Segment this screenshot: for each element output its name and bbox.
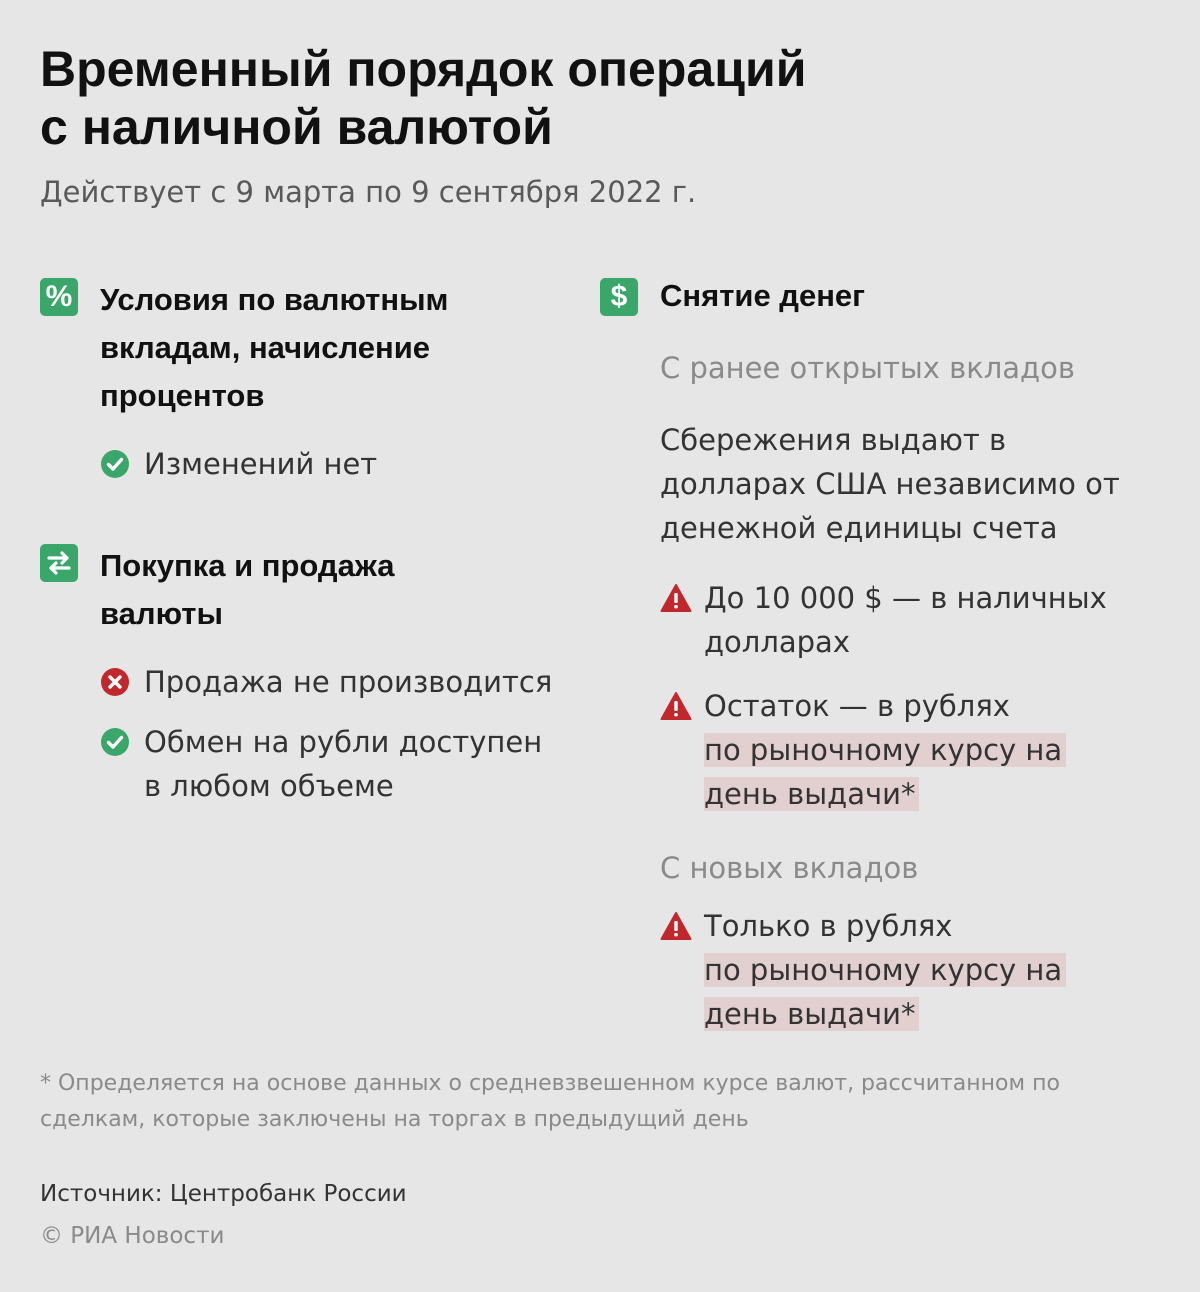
check-circle-icon — [100, 727, 130, 757]
exchange-title: Покупка и продажа валюты — [100, 548, 395, 631]
exchange-item-sale — [100, 660, 580, 704]
left-column — [40, 276, 580, 808]
warning-icon — [660, 583, 692, 613]
exchange-item-sale-text: Продажа не производится — [144, 665, 553, 699]
cross-circle-icon — [100, 667, 130, 697]
footnote: * Определяется на основе данных о средневзвешенном курсе валют, рассчитанном по сделкам, которые заключены на торгах в предыдущий день — [40, 1071, 1060, 1132]
check-circle-icon — [100, 449, 130, 479]
old-deposits-text: Сбережения выдают в долларах США независимо от денежной единицы счета — [660, 423, 1120, 545]
deposits-section — [40, 276, 580, 420]
deposits-title: Условия по валютным вкладам, начисление процентов — [100, 282, 449, 413]
old-deposits-item-rest — [660, 684, 1064, 816]
market-rate-highlight: по рыночному курсу на день выдачи* — [704, 733, 1066, 811]
copyright: © РИА Новости — [40, 1223, 225, 1249]
page-title — [40, 40, 1140, 156]
deposits-item-no-changes — [100, 442, 580, 486]
warning-icon — [660, 691, 692, 721]
dollar-icon: $ — [600, 278, 638, 316]
subtitle: Действует с 9 марта по 9 сентября 2022 г. — [40, 175, 697, 209]
right-column — [600, 276, 1160, 1036]
market-rate-highlight: по рыночному курсу на день выдачи* — [704, 953, 1066, 1031]
exchange-item-rub-text: Обмен на рубли доступен в любом объеме — [144, 725, 543, 803]
source: Источник: Центробанк России — [40, 1181, 407, 1207]
old-deposits-item-cash — [660, 576, 1144, 664]
swap-arrows-icon — [40, 544, 78, 582]
withdrawal-section — [600, 276, 1160, 316]
percent-icon: % — [40, 278, 78, 316]
new-deposits-heading: С новых вкладов — [660, 851, 919, 885]
title-line-1: Временный порядок операций — [40, 41, 807, 97]
exchange-section — [40, 542, 580, 638]
deposits-item-text: Изменений нет — [144, 447, 378, 481]
new-deposits-item-prefix: Только в рублях — [704, 909, 953, 943]
new-deposits-item — [660, 904, 1064, 1036]
warning-icon — [660, 911, 692, 941]
old-deposits-heading: С ранее открытых вкладов — [660, 351, 1075, 385]
old-deposits-item-rest-prefix: Остаток — в рублях — [704, 689, 1010, 723]
old-deposits-item-cash-text: До 10 000 $ — в наличных долларах — [704, 581, 1107, 659]
title-line-2: с наличной валютой — [40, 99, 553, 155]
exchange-item-rub — [100, 720, 564, 808]
withdrawal-title: Снятие денег — [660, 278, 866, 313]
